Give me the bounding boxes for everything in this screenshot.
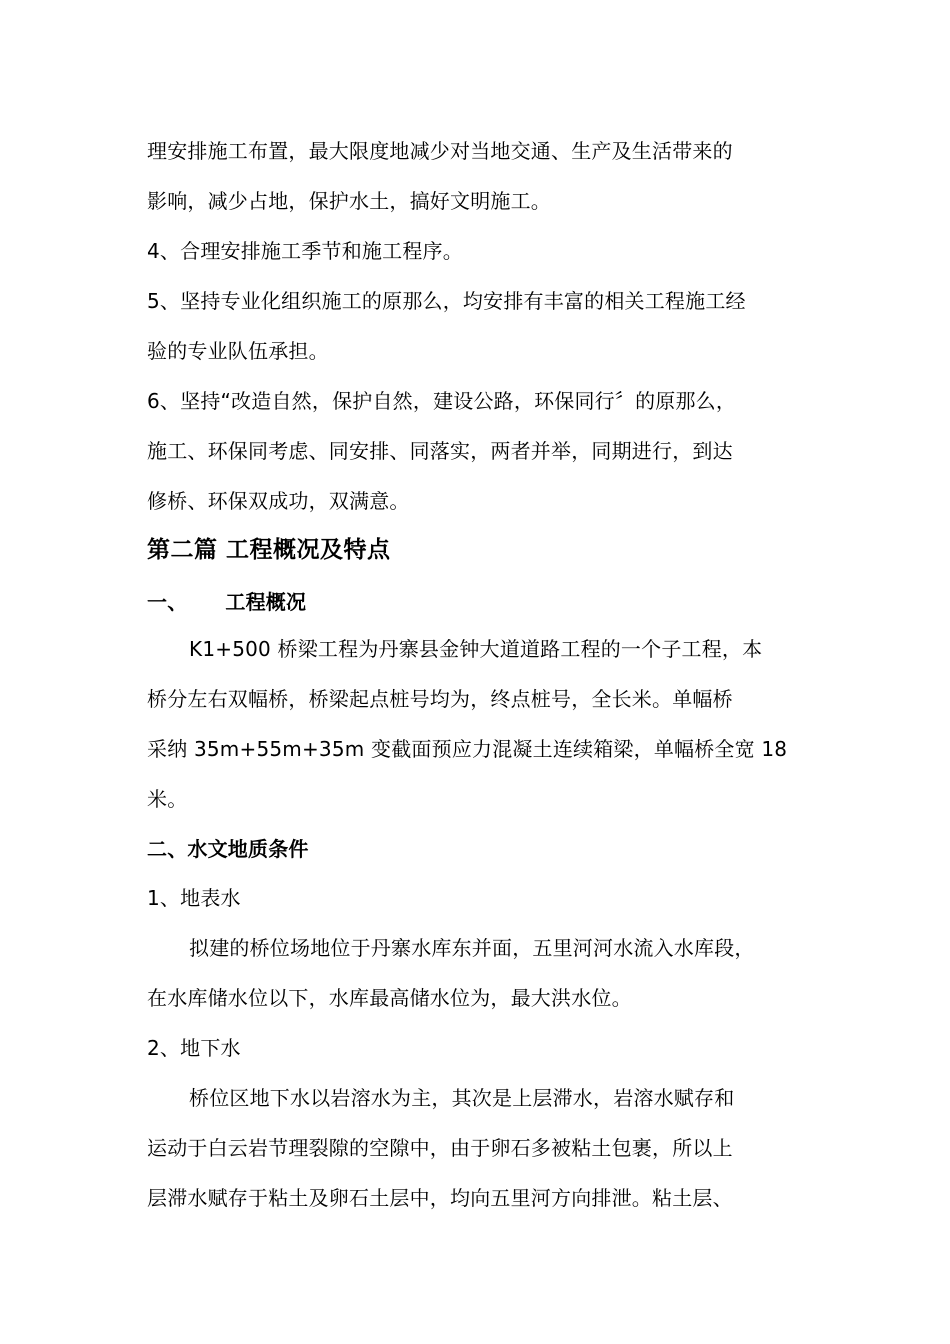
body-text-line: 修桥、环保双成功，双满意。	[147, 489, 410, 513]
paragraph-line: K1+500 桥梁工程为丹寨县金钟大道道路工程的一个子工程，本	[189, 637, 763, 661]
list-item-6: 6、坚持“改造自然，保护自然，建设公路，环保同行〞的原那么，	[147, 389, 737, 413]
paragraph-line: 运动于白云岩节理裂隙的空隙中，由于卵石多被粘土包裹，所以上	[147, 1136, 733, 1160]
subsection-item-1: 1、地表水	[147, 886, 241, 910]
section-number: 一、	[147, 590, 188, 614]
paragraph-line: 拟建的桥位场地位于丹寨水库东并面，五里河河水流入水库段，	[189, 936, 755, 960]
paragraph-line: 在水库储水位以下，水库最高储水位为，最大洪水位。	[147, 986, 632, 1010]
section-title: 工程概况	[225, 590, 307, 614]
body-text-line: 施工、环保同考虑、同安排、同落实，两者并举，同期进行，到达	[147, 439, 733, 463]
body-text-line: 验的专业队伍承担。	[147, 339, 329, 363]
body-text-line: 理安排施工布置，最大限度地减少对当地交通、生产及生活带来的	[147, 139, 733, 163]
subsection-item-2: 2、地下水	[147, 1036, 241, 1060]
paragraph-line: 桥位区地下水以岩溶水为主，其次是上层滞水，岩溶水赋存和	[189, 1086, 735, 1110]
list-item-4: 4、合理安排施工季节和施工程序。	[147, 239, 463, 263]
list-item-5: 5、坚持专业化组织施工的原那么，均安排有丰富的相关工程施工经	[147, 289, 746, 313]
paragraph-line: 米。	[147, 787, 188, 811]
body-text-line: 影响，减少占地，保护水土，搞好文明施工。	[147, 189, 551, 213]
paragraph-line: 层滞水赋存于粘土及卵石土层中，均向五里河方向排泄。粘土层、	[147, 1186, 733, 1210]
section-heading-2: 二、水文地质条件	[147, 837, 309, 861]
section-heading-1	[147, 589, 306, 615]
chapter-heading: 第二篇 工程概况及特点	[147, 537, 391, 563]
paragraph-line: 采纳 35m+55m+35m 变截面预应力混凝土连续箱梁，单幅桥全宽 18	[147, 737, 788, 761]
paragraph-line: 桥分左右双幅桥，桥梁起点桩号均为，终点桩号，全长米。单幅桥	[147, 687, 733, 711]
